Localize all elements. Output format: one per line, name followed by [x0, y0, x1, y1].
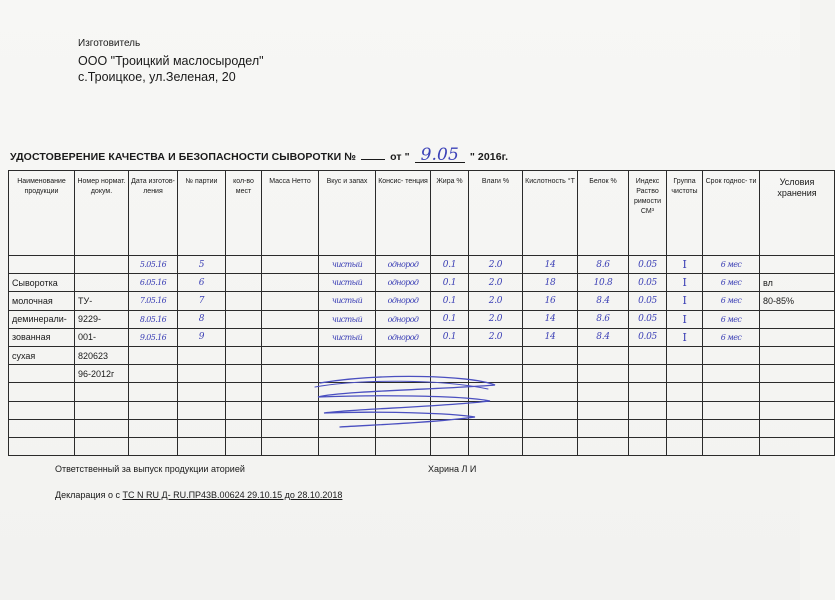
- purity-group-cell: I: [667, 256, 703, 274]
- solubility-index-cell: 0.05: [629, 256, 667, 274]
- places-count-cell: [226, 328, 262, 346]
- protein-cell: [578, 346, 629, 364]
- batch-number-cell: 8: [178, 310, 226, 328]
- taste-cell: чистый: [319, 328, 376, 346]
- batch-number-cell: [178, 401, 226, 419]
- manufacturer-label: Изготовитель: [78, 38, 141, 49]
- product-name-cell: [9, 365, 75, 383]
- solubility-index-cell: [629, 365, 667, 383]
- norm-doc-cell: [75, 383, 129, 401]
- certificate-year: " 2016г.: [469, 151, 509, 163]
- protein-cell: 8.4: [578, 292, 629, 310]
- norm-doc-cell: 820623: [75, 346, 129, 364]
- signer-name: Харина Л И: [428, 464, 477, 474]
- purity-group-cell: [667, 419, 703, 437]
- storage-conditions-cell: [760, 419, 835, 437]
- taste-cell: чистый: [319, 274, 376, 292]
- certificate-from-word: от ": [390, 151, 410, 163]
- production-date-cell: [129, 346, 178, 364]
- purity-group-cell: I: [667, 310, 703, 328]
- product-name-cell: сухая: [9, 346, 75, 364]
- acidity-cell: 18: [523, 274, 578, 292]
- moisture-cell: 2.0: [469, 256, 523, 274]
- acidity-cell: [523, 437, 578, 455]
- certificate-title: [10, 145, 509, 165]
- table-header-cell: Масса Нетто: [262, 171, 319, 256]
- table-header-cell: кол-во мест: [226, 171, 262, 256]
- solubility-index-cell: 0.05: [629, 310, 667, 328]
- norm-doc-cell: 001-: [75, 328, 129, 346]
- purity-group-cell: I: [667, 328, 703, 346]
- production-date-cell: 7.05.16: [129, 292, 178, 310]
- solubility-index-cell: [629, 383, 667, 401]
- production-date-cell: 6.05.16: [129, 274, 178, 292]
- places-count-cell: [226, 274, 262, 292]
- norm-doc-cell: [75, 274, 129, 292]
- table-header-cell: Дата изготов- ления: [129, 171, 178, 256]
- table-header-cell: Индекс Раство римости СМ³: [629, 171, 667, 256]
- fat-cell: 0.1: [431, 328, 469, 346]
- solubility-index-cell: [629, 401, 667, 419]
- taste-cell: [319, 437, 376, 455]
- norm-doc-cell: [75, 419, 129, 437]
- product-name-cell: [9, 437, 75, 455]
- production-date-cell: 8.05.16: [129, 310, 178, 328]
- protein-cell: [578, 383, 629, 401]
- batch-number-cell: 6: [178, 274, 226, 292]
- consistency-cell: однород: [376, 292, 431, 310]
- consistency-cell: однород: [376, 310, 431, 328]
- consistency-cell: однород: [376, 328, 431, 346]
- declaration-label: Декларация о с: [55, 490, 120, 500]
- acidity-cell: 14: [523, 256, 578, 274]
- storage-conditions-cell: [760, 437, 835, 455]
- storage-conditions-cell: [760, 346, 835, 364]
- shelf-life-cell: [703, 365, 760, 383]
- moisture-cell: [469, 437, 523, 455]
- solubility-index-cell: 0.05: [629, 328, 667, 346]
- purity-group-cell: [667, 365, 703, 383]
- purity-group-cell: [667, 383, 703, 401]
- solubility-index-cell: 0.05: [629, 274, 667, 292]
- table-row: [9, 256, 835, 274]
- table-header-cell: Срок годнос- ти: [703, 171, 760, 256]
- product-name-cell: Сыворотка: [9, 274, 75, 292]
- purity-group-cell: [667, 401, 703, 419]
- table-header-cell: Вкус и запах: [319, 171, 376, 256]
- table-row: [9, 310, 835, 328]
- solubility-index-cell: [629, 419, 667, 437]
- shelf-life-cell: 6 мес: [703, 310, 760, 328]
- table-header-cell: Консис- тенция: [376, 171, 431, 256]
- storage-conditions-cell: [760, 310, 835, 328]
- consistency-cell: [376, 346, 431, 364]
- norm-doc-cell: ТУ-: [75, 292, 129, 310]
- protein-cell: [578, 365, 629, 383]
- production-date-cell: [129, 437, 178, 455]
- norm-doc-cell: 9229-: [75, 310, 129, 328]
- places-count-cell: [226, 310, 262, 328]
- shelf-life-cell: [703, 437, 760, 455]
- table-row: [9, 274, 835, 292]
- acidity-cell: [523, 365, 578, 383]
- protein-cell: 8.6: [578, 256, 629, 274]
- fat-cell: [431, 346, 469, 364]
- moisture-cell: [469, 346, 523, 364]
- table-header-cell: Влаги %: [469, 171, 523, 256]
- fat-cell: 0.1: [431, 310, 469, 328]
- storage-conditions-cell: [760, 383, 835, 401]
- acidity-cell: 14: [523, 310, 578, 328]
- product-name-cell: [9, 256, 75, 274]
- places-count-cell: [226, 292, 262, 310]
- table-row: [9, 346, 835, 364]
- batch-number-cell: [178, 383, 226, 401]
- net-mass-cell: [262, 437, 319, 455]
- storage-conditions-cell: 80-85%: [760, 292, 835, 310]
- storage-conditions-cell: [760, 256, 835, 274]
- consistency-cell: однород: [376, 256, 431, 274]
- shelf-life-cell: [703, 383, 760, 401]
- moisture-cell: 2.0: [469, 310, 523, 328]
- shelf-life-cell: [703, 401, 760, 419]
- product-name-cell: деминерали-: [9, 310, 75, 328]
- storage-conditions-cell: [760, 365, 835, 383]
- protein-cell: [578, 419, 629, 437]
- batch-number-cell: [178, 365, 226, 383]
- batch-number-cell: 7: [178, 292, 226, 310]
- protein-cell: [578, 437, 629, 455]
- table-header-cell: Номер нормат. докум.: [75, 171, 129, 256]
- net-mass-cell: [262, 328, 319, 346]
- fat-cell: [431, 437, 469, 455]
- shelf-life-cell: [703, 419, 760, 437]
- places-count-cell: [226, 401, 262, 419]
- solubility-index-cell: [629, 346, 667, 364]
- acidity-cell: [523, 346, 578, 364]
- places-count-cell: [226, 256, 262, 274]
- manufacturer-name: ООО "Троицкий маслосыродел": [78, 54, 264, 68]
- product-name-cell: [9, 401, 75, 419]
- handwritten-scribble: [300, 365, 510, 435]
- norm-doc-cell: 96-2012г: [75, 365, 129, 383]
- taste-cell: [319, 346, 376, 364]
- table-header-row: [9, 171, 835, 256]
- norm-doc-cell: [75, 256, 129, 274]
- storage-conditions-cell: вл: [760, 274, 835, 292]
- table-row: [9, 292, 835, 310]
- solubility-index-cell: 0.05: [629, 292, 667, 310]
- acidity-cell: 16: [523, 292, 578, 310]
- certificate-title-text: УДОСТОВЕРЕНИЕ КАЧЕСТВА И БЕЗОПАСНОСТИ СЫВОРОТКИ №: [10, 151, 357, 163]
- batch-number-cell: [178, 346, 226, 364]
- taste-cell: чистый: [319, 256, 376, 274]
- product-name-cell: [9, 419, 75, 437]
- places-count-cell: [226, 365, 262, 383]
- taste-cell: чистый: [319, 310, 376, 328]
- norm-doc-cell: [75, 401, 129, 419]
- shelf-life-cell: 6 мес: [703, 328, 760, 346]
- moisture-cell: 2.0: [469, 274, 523, 292]
- protein-cell: 8.6: [578, 310, 629, 328]
- shelf-life-cell: 6 мес: [703, 256, 760, 274]
- acidity-cell: [523, 419, 578, 437]
- table-header-cell: Группа чистоты: [667, 171, 703, 256]
- product-name-cell: молочная: [9, 292, 75, 310]
- production-date-cell: [129, 365, 178, 383]
- product-name-cell: зованная: [9, 328, 75, 346]
- moisture-cell: 2.0: [469, 292, 523, 310]
- places-count-cell: [226, 383, 262, 401]
- storage-conditions-cell: [760, 401, 835, 419]
- net-mass-cell: [262, 310, 319, 328]
- shelf-life-cell: 6 мес: [703, 274, 760, 292]
- batch-number-cell: 5: [178, 256, 226, 274]
- storage-conditions-cell: [760, 328, 835, 346]
- production-date-cell: 5.05.16: [129, 256, 178, 274]
- purity-group-cell: I: [667, 274, 703, 292]
- protein-cell: 10.8: [578, 274, 629, 292]
- consistency-cell: [376, 437, 431, 455]
- moisture-cell: 2.0: [469, 328, 523, 346]
- certificate-number-blank: [361, 150, 385, 160]
- places-count-cell: [226, 437, 262, 455]
- batch-number-cell: 9: [178, 328, 226, 346]
- purity-group-cell: [667, 437, 703, 455]
- table-header-cell: Кислотность °Т: [523, 171, 578, 256]
- batch-number-cell: [178, 437, 226, 455]
- net-mass-cell: [262, 292, 319, 310]
- batch-number-cell: [178, 419, 226, 437]
- places-count-cell: [226, 346, 262, 364]
- taste-cell: чистый: [319, 292, 376, 310]
- fat-cell: 0.1: [431, 274, 469, 292]
- certificate-handwritten-date: 9.05: [415, 148, 465, 163]
- norm-doc-cell: [75, 437, 129, 455]
- table-row: [9, 437, 835, 455]
- declaration-number: ТС N RU Д- RU.ПР43В.00624 29.10.15 до 28.10.2018: [122, 490, 343, 500]
- table-header-cell: Наименование продукции: [9, 171, 75, 256]
- production-date-cell: [129, 401, 178, 419]
- protein-cell: [578, 401, 629, 419]
- consistency-cell: однород: [376, 274, 431, 292]
- manufacturer-block: [78, 38, 264, 85]
- places-count-cell: [226, 419, 262, 437]
- purity-group-cell: I: [667, 292, 703, 310]
- manufacturer-address: с.Троицкое, ул.Зеленая, 20: [78, 70, 236, 84]
- acidity-cell: 14: [523, 328, 578, 346]
- fat-cell: 0.1: [431, 292, 469, 310]
- protein-cell: 8.4: [578, 328, 629, 346]
- solubility-index-cell: [629, 437, 667, 455]
- net-mass-cell: [262, 274, 319, 292]
- production-date-cell: 9.05.16: [129, 328, 178, 346]
- net-mass-cell: [262, 346, 319, 364]
- purity-group-cell: [667, 346, 703, 364]
- table-header-cell: Белок %: [578, 171, 629, 256]
- product-name-cell: [9, 383, 75, 401]
- table-header-cell: № партии: [178, 171, 226, 256]
- shelf-life-cell: 6 мес: [703, 292, 760, 310]
- shelf-life-cell: [703, 346, 760, 364]
- table-header-cell: Условия хранения: [760, 171, 835, 256]
- table-header-cell: Жира %: [431, 171, 469, 256]
- declaration-line: [55, 490, 342, 500]
- fat-cell: 0.1: [431, 256, 469, 274]
- production-date-cell: [129, 383, 178, 401]
- acidity-cell: [523, 383, 578, 401]
- table-row: [9, 328, 835, 346]
- net-mass-cell: [262, 256, 319, 274]
- responsible-person-line: Ответственный за выпуск продукции аторией: [55, 464, 245, 474]
- acidity-cell: [523, 401, 578, 419]
- production-date-cell: [129, 419, 178, 437]
